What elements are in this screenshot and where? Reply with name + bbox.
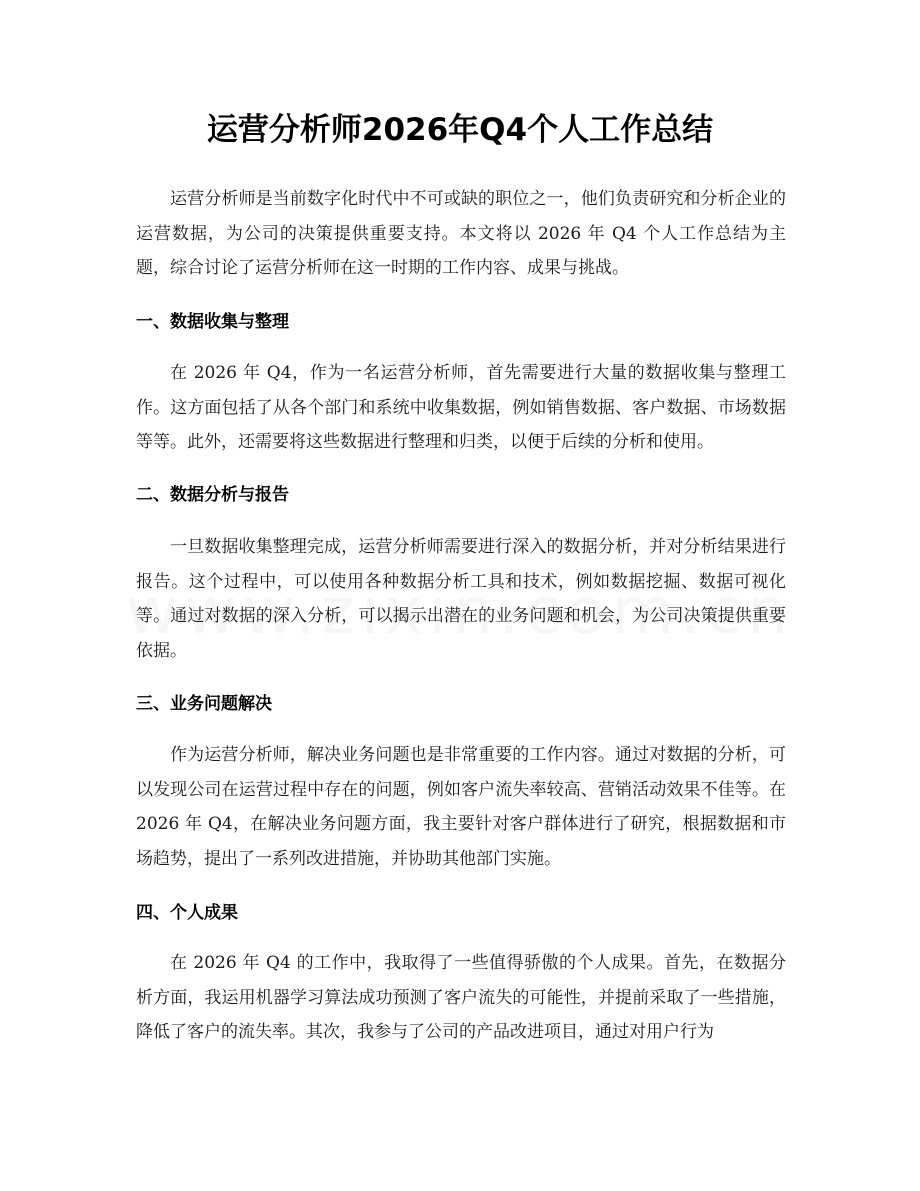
section-2-heading: 二、数据分析与报告: [136, 485, 289, 505]
section-3-heading: 三、业务问题解决: [136, 694, 272, 714]
section-4-body: 在 2026 年 Q4 的工作中，我取得了一些值得骄傲的个人成果。首先，在数据分析方面，我运用机器学习算法成功预测了客户流失的可能性，并提前采取了一些措施，降低了客户的流失率。其次，我参与了公司的产品改进项目，通过对用户行为: [136, 953, 786, 1043]
document-title: 运营分析师2026年Q4个人工作总结: [206, 112, 714, 148]
section-1-body: 在 2026 年 Q4，作为一名运营分析师，首先需要进行大量的数据收集与整理工作。这方面包括了从各个部门和系统中收集数据，例如销售数据、客户数据、市场数据等等。此外，还需要将这些数据进行整理和归类，以便于后续的分析和使用。: [136, 363, 786, 453]
section-2-body: 一旦数据收集整理完成，运营分析师需要进行深入的数据分析，并对分析结果进行报告。这个过程中，可以使用各种数据分析工具和技术，例如数据挖掘、数据可视化等。通过对数据的深入分析，可以揭示出潜在的业务问题和机会，为公司决策提供重要依据。: [136, 537, 786, 661]
section-1-heading: 一、数据收集与整理: [136, 312, 289, 332]
intro-paragraph: 运营分析师是当前数字化时代中不可或缺的职位之一，他们负责研究和分析企业的运营数据，为公司的决策提供重要支持。本文将以 2026 年 Q4 个人工作总结为主题，综合讨论了运营分析师在这一时期的工作内容、成果与挑战。: [136, 189, 786, 279]
section-3-body: 作为运营分析师，解决业务问题也是非常重要的工作内容。通过对数据的分析，可以发现公司在运营过程中存在的问题，例如客户流失率较高、营销活动效果不佳等。在 2026 年 Q4，在解决业务问题方面，我主要针对客户群体进行了研究，根据数据和市场趋势，提出了一系列改进措施，并协助其他部门实施。: [136, 745, 786, 869]
section-4-heading: 四、个人成果: [136, 903, 238, 923]
